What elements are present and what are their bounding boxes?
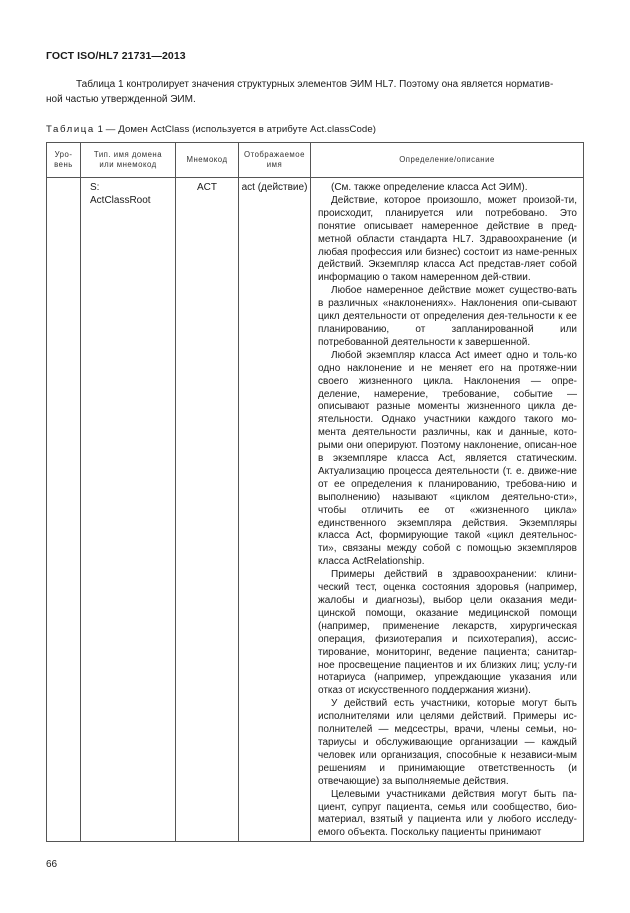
table-caption: [46, 124, 376, 135]
page-number: 66: [46, 859, 58, 870]
header-level: Уро- вень: [47, 143, 81, 178]
cell-mnemocode: ACT: [176, 178, 239, 842]
definition-paragraph: Любой экземпляр класса Act имеет одно и толь-ко одно наклонение и не меняет его на протяже-нии своего жизненного цикла. Наклонения — опре-деление, намерение, требование, событие — описывают разные моменты жизненного цикла де-ятельности. Однако участники каждого такого мо-мента деятельности различны, как и данные, кото-рыми они оперируют. Поэтому наклонение, описан-ное в экземпляре класса Act, является статическим. Актуализацию процесса деятельности (т. е. движе-ние от ее определения к планированию, требова-нию и выполнению) называют «циклом деятельно-сти», чтобы отличить ее от «жизненного цикла» единственного экземпляра действия. Экземпляры класса Act, формирующие такой «цикл деятельнос-ти», связаны между собой с помощью экземпляров класса ActRelationship.: [318, 349, 577, 568]
definition-paragraph: У действий есть участники, которые могут быть исполнителями или целями действий. Примеры ис-полнителей — медсестры, врачи, члены семьи, но-тариусы и обслуживающие организации — каждый человек или организация, способные к независи-мым решениям и принимающие ответственность (и отвечающие) за выполняемые действия.: [318, 698, 577, 787]
header-display-name: Отображаемое имя: [239, 143, 311, 178]
definition-paragraph: (См. также определение класса Act ЭИМ).: [331, 182, 528, 193]
cell-level: [47, 178, 81, 842]
definition-paragraph: Действие, которое произошло, может произой-ти, происходит, планируется или потребовано. Это понятие описывает намеренное действие в пред-метной области стандарта HL7. Здравоохранение (и любая профессия или бизнес) состоит из наме-ренных действий. Экземпляр класса Act представ-ляет собой информацию о таком намеренном дей-ствии.: [318, 194, 577, 284]
intro-line-1: Таблица 1 контролирует значения структурных элементов ЭИМ HL7. Поэтому она является норматив-: [76, 79, 554, 90]
table-caption-word: Таблица: [46, 124, 95, 135]
intro-paragraph: [46, 78, 582, 108]
table-caption-text: 1 — Домен ActClass (используется в атрибуте Act.classCode): [94, 124, 377, 135]
definition-paragraph: Любое намеренное действие может существо-вать в различных «наклонениях». Наклонения опи-сывают цикл деятельности от определения дея-тельности к ее планированию, от запланированной или потребованной деятельности к завершенной.: [318, 285, 577, 348]
actclass-domain-table: [46, 142, 584, 842]
cell-display-name: act (действие): [239, 178, 311, 842]
header-mnemocode: Мнемокод: [176, 143, 239, 178]
cell-domain-code: S: ActClassRoot: [81, 178, 176, 842]
header-definition: Определение/описание: [311, 143, 584, 178]
definition-paragraph: Целевыми участниками действия могут быть па-циент, супруг пациента, семья или сообщество, био-материал, взятый у пациента или у любого исследу-емого объекта. Поскольку пациенты принимают: [318, 788, 577, 839]
document-header: ГОСТ ISO/HL7 21731—2013: [46, 50, 186, 62]
intro-line-2: ной частью утвержденной ЭИМ.: [46, 93, 196, 105]
cell-definition: [311, 178, 584, 842]
definition-paragraph: Примеры действий в здравоохранении: клини-ческий тест, оценка состояния здоровья (например, жалобы и диагнозы), выбор цели оказания меди-цинской помощи, оказание медицинской помощи (например, применение лекарств, хирургическая операция, физиотерапия и психотерапия), ассис-тирование, мониторинг, ведение пациента; санитар-ное просвещение пациентов и их близких лиц; услу-ги нотариуса (например, упреждающие указания или отказ от искусственного поддержания жизни).: [318, 569, 577, 697]
header-domain-code: Тип. имя домена или мнемокод: [81, 143, 176, 178]
table-header-row: [47, 143, 584, 178]
table-row: [47, 178, 584, 842]
